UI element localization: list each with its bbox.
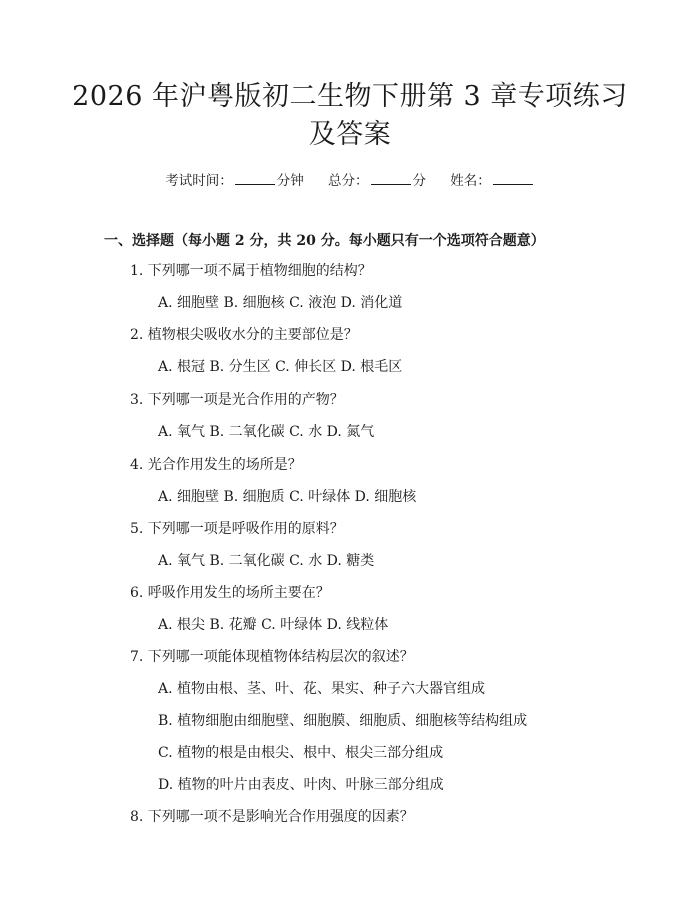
exam-time [165, 169, 304, 189]
total-score-unit: 分 [412, 173, 426, 189]
exam-time-label: 考试时间： [165, 173, 233, 189]
document-title [60, 78, 640, 154]
question-7-option-b: B. 植物细胞由细胞壁、细胞膜、细胞质、细胞核等结构组成 [158, 713, 528, 729]
question-7-option-c: C. 植物的根是由根尖、根中、根尖三部分组成 [158, 745, 444, 761]
student-name-blank [493, 173, 533, 185]
question-6-options: A. 根尖 B. 花瓣 C. 叶绿体 D. 线粒体 [158, 617, 389, 633]
question-5-options: A. 氧气 B. 二氧化碳 C. 水 D. 糖类 [158, 553, 375, 569]
question-4: 4. 光合作用发生的场所是？ [130, 457, 302, 473]
question-2-options: A. 根冠 B. 分生区 C. 伸长区 D. 根毛区 [158, 359, 403, 375]
title-line-2: 及答案 [308, 119, 392, 150]
question-7-option-a: A. 植物由根、茎、叶、花、果实、种子六大器官组成 [158, 681, 486, 697]
question-1: 1. 下列哪一项不属于植物细胞的结构？ [130, 263, 372, 279]
question-7-option-d: D. 植物的叶片由表皮、叶肉、叶脉三部分组成 [158, 777, 444, 793]
question-2: 2. 植物根尖吸收水分的主要部位是？ [130, 327, 358, 343]
exam-time-blank [235, 173, 275, 185]
question-3-options: A. 氧气 B. 二氧化碳 C. 水 D. 氮气 [158, 424, 375, 440]
question-4-options: A. 细胞壁 B. 细胞质 C. 叶绿体 D. 细胞核 [158, 489, 417, 505]
total-score-blank [371, 173, 411, 185]
question-3: 3. 下列哪一项是光合作用的产物？ [130, 392, 344, 408]
title-line-1: 2026 年沪粤版初二生物下册第 3 章专项练习 [72, 81, 628, 112]
question-6: 6. 呼吸作用发生的场所主要在？ [130, 585, 330, 601]
student-name [450, 169, 535, 189]
question-7: 7. 下列哪一项能体现植物体结构层次的叙述？ [130, 649, 414, 665]
total-score-label: 总分： [328, 173, 369, 189]
question-8: 8. 下列哪一项不是影响光合作用强度的因素？ [130, 809, 414, 825]
section-heading: 一、选择题（每小题 2 分，共 20 分。每小题只有一个选项符合题意） [104, 233, 545, 249]
total-score [328, 169, 426, 189]
question-1-options: A. 细胞壁 B. 细胞核 C. 液泡 D. 消化道 [158, 295, 403, 311]
exam-time-unit: 分钟 [276, 173, 304, 189]
student-name-label: 姓名： [450, 173, 491, 189]
question-5: 5. 下列哪一项是呼吸作用的原料？ [130, 521, 344, 537]
exam-meta [0, 169, 700, 189]
